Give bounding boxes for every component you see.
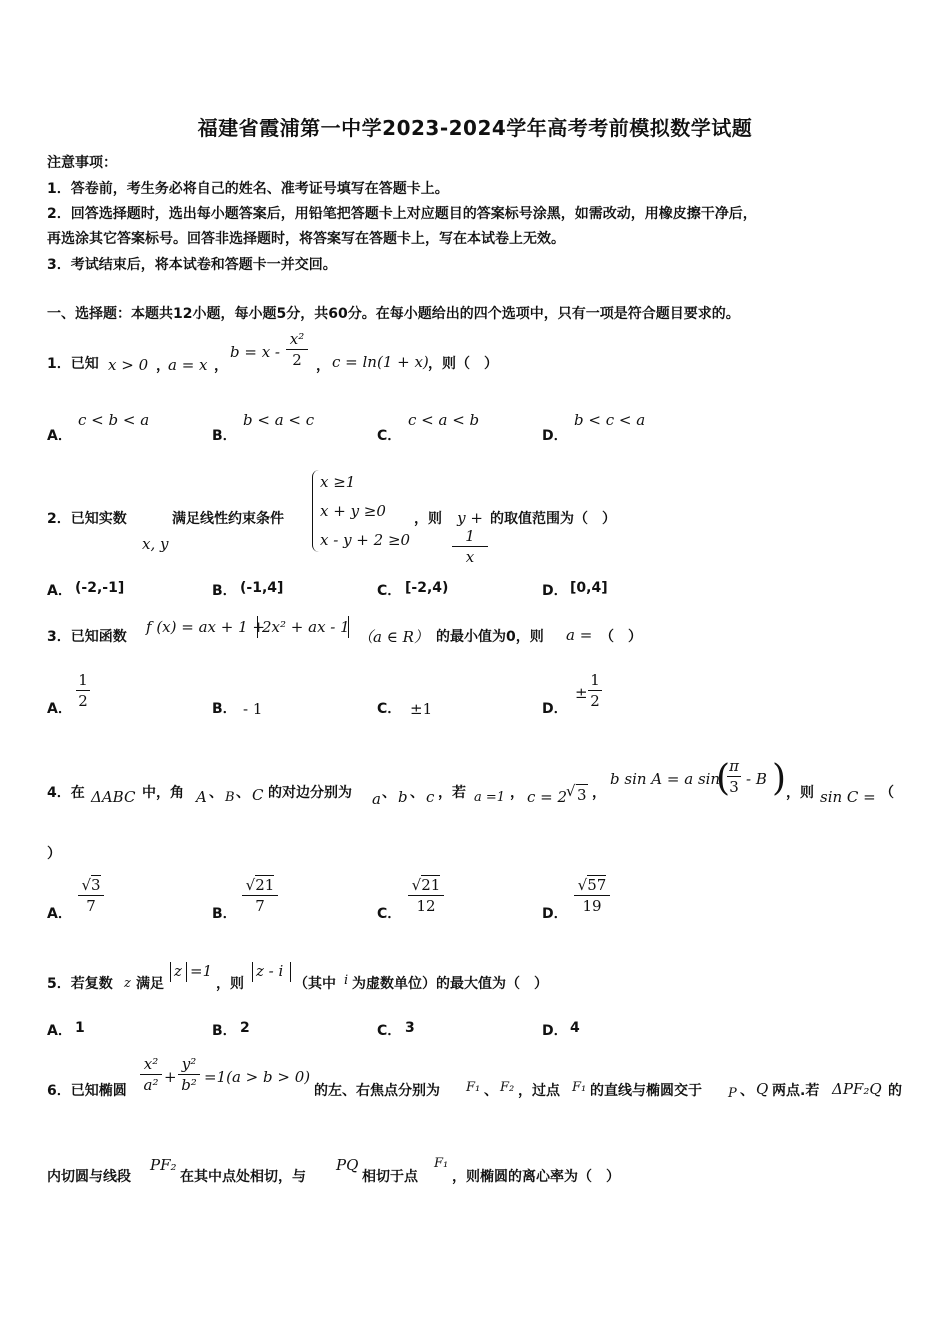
q3-func: f (x) = ax + 1 + <box>146 618 265 636</box>
q4-minus-b: - B <box>746 770 767 788</box>
q6-triangle: ΔPF₂Q <box>832 1080 882 1098</box>
q4-triangle: ΔABC <box>91 788 136 806</box>
q5-eq-one: =1 <box>190 962 213 980</box>
q4-c-value: c = 2 <box>527 788 568 806</box>
q6-p: P <box>728 1086 737 1101</box>
q6-text: ，过点 <box>518 1083 560 1099</box>
option-b-fraction <box>242 876 278 915</box>
q6-condition: =1(a > b > 0) <box>204 1068 311 1086</box>
q2-then: ，则 <box>414 511 442 527</box>
option-d-label: D． <box>542 1023 568 1039</box>
q1-number: 1．已知 <box>47 356 99 372</box>
option-b-text: - 1 <box>243 700 263 718</box>
q5-text: 满足 <box>136 976 164 992</box>
option-d-label: D． <box>542 906 568 922</box>
q4-sep: 、 <box>382 785 396 801</box>
q4-side-a: a <box>372 790 381 808</box>
q6-f2: F₂ <box>500 1080 515 1095</box>
q5-text: 为虚数单位）的最大值为（ ） <box>352 976 548 992</box>
q2-vars: x, y <box>142 535 169 553</box>
sqrt-bar <box>576 784 588 785</box>
option-d-label: D． <box>542 701 568 717</box>
q6-text: 的 <box>888 1083 902 1099</box>
big-paren-right: ) <box>772 758 787 799</box>
radicand: 3 <box>91 876 101 894</box>
q3-cond: （a ∈ R） <box>358 628 429 646</box>
q3-number: 3．已知函数 <box>47 629 127 645</box>
option-d-fraction <box>574 876 610 915</box>
q6-text: 相切于点 <box>362 1169 418 1185</box>
fraction-denominator: 2 <box>78 692 88 710</box>
q6-pf2: PF₂ <box>150 1156 177 1174</box>
option-a-text: (-2,-1] <box>75 580 125 596</box>
q4-angle-b: B <box>225 790 235 805</box>
q3-a-eq: a = <box>566 626 593 644</box>
option-d-prefix: ± <box>575 684 588 702</box>
q5-text: ，则 <box>216 976 244 992</box>
q4-side-c: c <box>426 788 435 806</box>
q6-pq: PQ <box>336 1156 359 1174</box>
q6-number: 6．已知椭圆 <box>47 1083 127 1099</box>
option-d-label: D． <box>542 428 568 444</box>
fraction-numerator: 1 <box>590 671 600 689</box>
option-b-label: B． <box>212 906 237 922</box>
option-c-label: C． <box>377 701 402 717</box>
option-a-label: A． <box>47 701 72 717</box>
radicand: 21 <box>421 876 441 894</box>
q4-sep: 、 <box>209 785 223 801</box>
q3-tail: 的最小值为0，则 <box>436 629 544 645</box>
q1-b-fraction <box>286 330 308 369</box>
q2-number: 2．已知实数 <box>47 511 127 527</box>
radicand: 21 <box>255 876 275 894</box>
fraction-numerator: y² <box>181 1055 197 1073</box>
q1-sep: ， <box>214 358 228 374</box>
option-d-fraction <box>588 671 602 710</box>
option-c-text: 3 <box>405 1020 415 1036</box>
option-b-text: 2 <box>240 1020 250 1036</box>
q4-a-value: a =1 <box>474 790 506 805</box>
option-c-text: c < a < b <box>408 411 480 429</box>
q6-text: 的左、右焦点分别为 <box>314 1083 440 1099</box>
q3-paren: （ ） <box>600 629 642 645</box>
q4-paren-close: ） <box>47 846 61 862</box>
q4-side-b: b <box>398 788 408 806</box>
constraint-2: x + y ≥0 <box>320 502 386 520</box>
q4-paren-open: （ <box>880 785 894 801</box>
q6-text: ，则椭圆的离心率为（ ） <box>452 1169 620 1185</box>
option-b-label: B． <box>212 701 237 717</box>
fraction-denominator: b² <box>181 1076 197 1094</box>
q4-text: 的对边分别为 <box>268 785 352 801</box>
q6-plus: + <box>164 1068 177 1086</box>
fraction-denominator: 19 <box>582 897 602 915</box>
q4-sep: ， <box>510 785 524 801</box>
option-c-label: C． <box>377 428 402 444</box>
option-a-label: A． <box>47 583 72 599</box>
q4-angle-c: C <box>252 786 264 804</box>
notice-item: 1．答卷前，考生务必将自己的姓名、准考证号填写在答题卡上。 <box>47 181 449 197</box>
q5-abs-z: z <box>174 962 182 980</box>
option-c-label: C． <box>377 906 402 922</box>
abs-bar-right <box>348 616 349 638</box>
q1-b: b = x - <box>230 343 281 361</box>
q5-abs-z-minus-i: z - i <box>256 962 284 980</box>
pi-over-3 <box>727 757 741 796</box>
option-a-fraction <box>76 671 90 710</box>
abs-bar-left <box>257 616 258 638</box>
notice-item: 再选涂其它答案标号。回答非选择题时，将答案写在答题卡上，写在本试卷上无效。 <box>47 231 565 247</box>
q4-equation: b sin A = a sin <box>610 770 721 788</box>
q6-text: 的直线与椭圆交于 <box>590 1083 702 1099</box>
q1-sep: ， <box>156 358 170 374</box>
q4-sin-c: sin C = <box>820 788 876 806</box>
system-brace <box>312 470 319 552</box>
q6-f1: F₁ <box>572 1080 587 1095</box>
radicand: 57 <box>587 876 607 894</box>
page-title: 福建省霞浦第一中学2023-2024学年高考考前模拟数学试题 <box>197 116 753 140</box>
q6-text: 内切圆与线段 <box>47 1169 131 1185</box>
fraction-numerator: x² <box>289 330 305 348</box>
q4-sep: 、 <box>410 785 424 801</box>
q1-cond-x: x > 0 <box>108 356 149 374</box>
sqrt-icon: √ <box>245 876 256 894</box>
option-a-label: A． <box>47 428 72 444</box>
fraction-numerator: 1 <box>78 671 88 689</box>
option-c-label: C． <box>377 1023 402 1039</box>
fraction-denominator: 2 <box>590 692 600 710</box>
q6-sep: 、 <box>740 1083 754 1099</box>
abs-bar-left <box>170 962 171 982</box>
option-a-fraction <box>78 876 104 915</box>
q2-mid: 满足线性约束条件 <box>172 511 284 527</box>
option-c-text: [-2,4) <box>405 580 449 596</box>
option-b-text: b < a < c <box>243 411 315 429</box>
option-c-fraction <box>408 876 444 915</box>
abs-bar-left <box>252 962 253 982</box>
q6-y-fraction <box>178 1055 200 1094</box>
q3-abs-expr: 2x² + ax - 1 <box>262 618 350 636</box>
option-b-label: B． <box>212 583 237 599</box>
option-a-label: A． <box>47 906 72 922</box>
q5-i: i <box>344 973 349 988</box>
constraint-1: x ≥1 <box>320 473 356 491</box>
notice-item: 3．考试结束后，将本试卷和答题卡一并交回。 <box>47 257 337 273</box>
fraction-numerator: x² <box>143 1055 159 1073</box>
q6-f1: F₁ <box>434 1156 449 1171</box>
big-paren-left: ( <box>716 758 731 799</box>
q1-a: a = x <box>168 356 208 374</box>
q4-number: 4．在 <box>47 785 85 801</box>
option-a-text: c < b < a <box>78 411 150 429</box>
option-c-label: C． <box>377 583 402 599</box>
fraction-denominator: a² <box>143 1076 159 1094</box>
option-a-text: 1 <box>75 1020 85 1036</box>
q6-f1: F₁ <box>466 1080 481 1095</box>
option-b-label: B． <box>212 1023 237 1039</box>
option-d-text: 4 <box>570 1020 580 1036</box>
section-heading: 一、选择题：本题共12小题，每小题5分，共60分。在每小题给出的四个选项中，只有一项是符合题目要求的。 <box>47 306 740 322</box>
option-a-label: A． <box>47 1023 72 1039</box>
fraction-denominator: 7 <box>255 897 265 915</box>
abs-bar-right <box>186 962 187 982</box>
sqrt-icon: √ <box>577 876 588 894</box>
q4-text: ，则 <box>786 785 814 801</box>
q4-sep: 、 <box>236 785 250 801</box>
q1-tail: ，则（ ） <box>428 356 498 372</box>
fraction-denominator: 7 <box>86 897 96 915</box>
option-d-text: [0,4] <box>570 580 608 596</box>
q6-text: 在其中点处相切，与 <box>180 1169 306 1185</box>
fraction-denominator: 2 <box>292 351 302 369</box>
q5-z: z <box>124 976 131 991</box>
abs-bar-right <box>290 962 291 982</box>
q4-sep: ， <box>592 785 606 801</box>
q6-x-fraction <box>140 1055 162 1094</box>
q5-text: （其中 <box>294 976 336 992</box>
q2-fraction <box>452 509 488 566</box>
q6-text: 两点.若 <box>772 1083 820 1099</box>
q6-q: Q <box>756 1080 769 1098</box>
sqrt-sign: √ <box>566 782 576 800</box>
q1-c: c = ln(1 + x) <box>332 353 429 371</box>
q4-c-radicand: 3 <box>577 786 587 804</box>
q4-angle-a: A <box>196 788 207 806</box>
q4-text: ，若 <box>438 785 466 801</box>
q2-tail: 的取值范围为（ ） <box>490 511 616 527</box>
sqrt-icon: √ <box>411 876 422 894</box>
fraction-denominator: 12 <box>416 897 436 915</box>
q5-number: 5．若复数 <box>47 976 113 992</box>
constraint-3: x - y + 2 ≥0 <box>320 531 411 549</box>
fraction-denominator: x <box>465 548 475 566</box>
option-b-label: B． <box>212 428 237 444</box>
notice-heading: 注意事项： <box>47 155 117 171</box>
option-d-label: D． <box>542 583 568 599</box>
option-d-text: b < c < a <box>574 411 646 429</box>
q6-sep: 、 <box>484 1083 498 1099</box>
q4-text: 中，角 <box>142 785 184 801</box>
fraction-denominator: 3 <box>729 778 739 796</box>
option-c-text: ±1 <box>410 700 433 718</box>
q1-sep: ， <box>316 358 330 374</box>
notice-item: 2．回答选择题时，选出每小题答案后，用铅笔把答题卡上对应题目的答案标号涂黑，如需改动，用橡皮擦干净后， <box>47 206 757 222</box>
fraction-numerator: π <box>729 757 739 775</box>
option-b-text: (-1,4] <box>240 580 284 596</box>
sqrt-icon: √ <box>81 876 91 894</box>
fraction-numerator: y + 1 <box>457 509 483 545</box>
